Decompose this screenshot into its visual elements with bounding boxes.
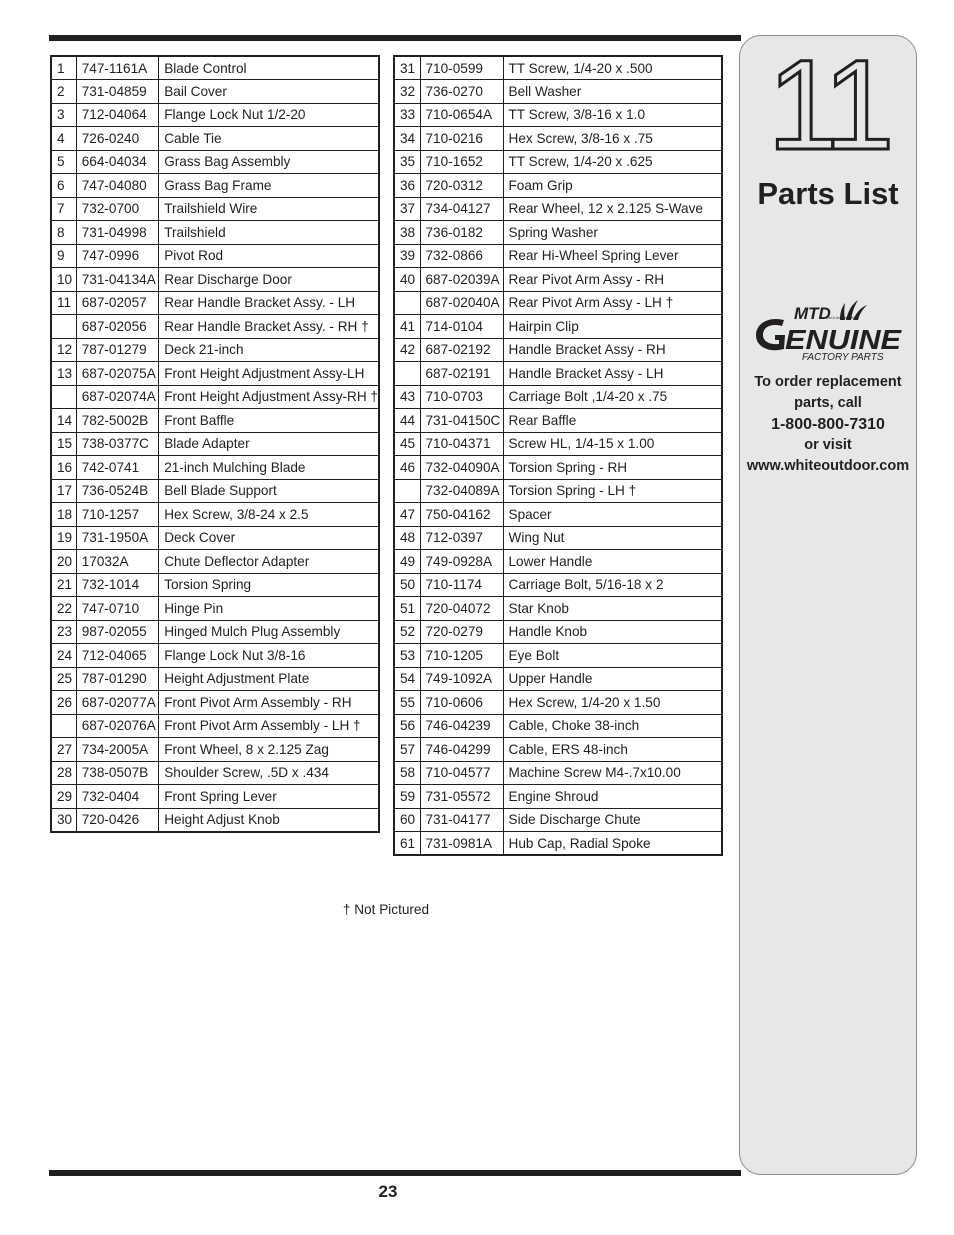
part-number: 731-1950A [76, 526, 158, 550]
table-row [394, 268, 722, 292]
svg-text:ENUINE: ENUINE [785, 324, 903, 355]
ref-number: 31 [394, 56, 420, 80]
part-number: 731-04859 [76, 80, 158, 104]
ref-number: 32 [394, 80, 420, 104]
ref-number: 60 [394, 808, 420, 832]
order-info [740, 372, 916, 477]
chapter-title: Parts List [757, 176, 899, 211]
part-number: 710-1257 [76, 503, 158, 527]
table-row [51, 550, 379, 574]
table-row [51, 808, 379, 832]
table-row [51, 338, 379, 362]
part-number: 687-02074A [76, 385, 158, 409]
ref-number: 50 [394, 573, 420, 597]
ref-number: 19 [51, 526, 76, 550]
part-number: 746-04299 [420, 738, 503, 762]
ref-number: 36 [394, 174, 420, 198]
table-row [394, 714, 722, 738]
part-description: Trailshield Wire [159, 197, 379, 221]
part-number: 747-1161A [76, 56, 158, 80]
part-description: Flange Lock Nut 1/2-20 [159, 103, 379, 127]
table-row [394, 456, 722, 480]
table-row [51, 291, 379, 315]
part-number: 736-0270 [420, 80, 503, 104]
part-number: 687-02040A [420, 291, 503, 315]
part-description: Handle Bracket Assy - RH [503, 338, 722, 362]
not-pictured-note: † Not Pictured [342, 902, 430, 917]
part-description: Deck 21-inch [159, 338, 379, 362]
ref-number: 46 [394, 456, 420, 480]
part-number: 710-1652 [420, 150, 503, 174]
part-description: Hinged Mulch Plug Assembly [159, 620, 379, 644]
parts-table-left [50, 55, 380, 833]
part-number: 714-0104 [420, 315, 503, 339]
table-row [394, 362, 722, 386]
part-number: 712-04064 [76, 103, 158, 127]
part-description: Lower Handle [503, 550, 722, 574]
part-description: Rear Handle Bracket Assy. - LH [159, 291, 379, 315]
table-row [51, 197, 379, 221]
ref-number: 18 [51, 503, 76, 527]
part-number: 731-04150C [420, 409, 503, 433]
part-description: Cable, Choke 38-inch [503, 714, 722, 738]
ref-number [394, 362, 420, 386]
part-number: 736-0182 [420, 221, 503, 245]
part-number: 747-04080 [76, 174, 158, 198]
ref-number [394, 479, 420, 503]
part-number: 738-0377C [76, 432, 158, 456]
part-number: 687-02192 [420, 338, 503, 362]
table-row [51, 174, 379, 198]
ref-number: 59 [394, 785, 420, 809]
table-row [394, 338, 722, 362]
table-row [51, 738, 379, 762]
ref-number: 38 [394, 221, 420, 245]
part-number: 710-0216 [420, 127, 503, 151]
ref-number: 29 [51, 785, 76, 809]
ref-number: 9 [51, 244, 76, 268]
table-row [394, 244, 722, 268]
part-number: 732-04090A [420, 456, 503, 480]
part-number: 731-04998 [76, 221, 158, 245]
ref-number: 25 [51, 667, 76, 691]
part-number: 732-0404 [76, 785, 158, 809]
part-number: 710-04577 [420, 761, 503, 785]
table-row [394, 573, 722, 597]
mtd-genuine-logo [754, 298, 906, 368]
part-description: Upper Handle [503, 667, 722, 691]
ref-number: 30 [51, 808, 76, 832]
table-row [394, 761, 722, 785]
ref-number: 27 [51, 738, 76, 762]
part-description: Side Discharge Chute [503, 808, 722, 832]
part-number: 712-04065 [76, 644, 158, 668]
part-number: 747-0996 [76, 244, 158, 268]
table-row [394, 291, 722, 315]
table-row [51, 667, 379, 691]
part-number: 742-0741 [76, 456, 158, 480]
part-description: Hex Screw, 1/4-20 x 1.50 [503, 691, 722, 715]
part-number: 731-05572 [420, 785, 503, 809]
part-description: Rear Baffle [503, 409, 722, 433]
part-number: 787-01290 [76, 667, 158, 691]
part-description: Bell Washer [503, 80, 722, 104]
part-description: Grass Bag Assembly [159, 150, 379, 174]
ref-number: 53 [394, 644, 420, 668]
part-number: 734-2005A [76, 738, 158, 762]
chapter-number: 11 [767, 34, 889, 177]
table-row [51, 80, 379, 104]
part-number: 17032A [76, 550, 158, 574]
table-row [51, 268, 379, 292]
part-description: Engine Shroud [503, 785, 722, 809]
table-row [394, 150, 722, 174]
part-number: 732-0700 [76, 197, 158, 221]
part-number: 687-02057 [76, 291, 158, 315]
part-description: Handle Bracket Assy - LH [503, 362, 722, 386]
ref-number: 35 [394, 150, 420, 174]
ref-number: 45 [394, 432, 420, 456]
ref-number: 7 [51, 197, 76, 221]
part-number: 687-02191 [420, 362, 503, 386]
part-description: Front Spring Lever [159, 785, 379, 809]
table-row [394, 432, 722, 456]
ref-number: 15 [51, 432, 76, 456]
part-number: 687-02039A [420, 268, 503, 292]
table-row [51, 315, 379, 339]
part-description: Front Baffle [159, 409, 379, 433]
ref-number: 22 [51, 597, 76, 621]
part-number: 710-0606 [420, 691, 503, 715]
ref-number: 23 [51, 620, 76, 644]
table-row [394, 197, 722, 221]
table-row [51, 362, 379, 386]
part-number: 731-0981A [420, 832, 503, 856]
ref-number: 11 [51, 291, 76, 315]
part-number: 710-1174 [420, 573, 503, 597]
part-number: 710-0703 [420, 385, 503, 409]
part-description: Hairpin Clip [503, 315, 722, 339]
table-row [51, 785, 379, 809]
table-row [51, 573, 379, 597]
ref-number: 54 [394, 667, 420, 691]
part-number: 664-04034 [76, 150, 158, 174]
table-row [394, 174, 722, 198]
part-number: 987-02055 [76, 620, 158, 644]
table-row [394, 667, 722, 691]
part-description: Handle Knob [503, 620, 722, 644]
ref-number: 26 [51, 691, 76, 715]
table-row [51, 221, 379, 245]
table-row [51, 691, 379, 715]
table-row [394, 103, 722, 127]
table-row [394, 409, 722, 433]
ref-number [51, 315, 76, 339]
table-row [394, 80, 722, 104]
part-number: 710-0654A [420, 103, 503, 127]
ref-number: 14 [51, 409, 76, 433]
table-row [394, 832, 722, 856]
ref-number: 1 [51, 56, 76, 80]
part-number: 712-0397 [420, 526, 503, 550]
table-row [51, 150, 379, 174]
part-description: Blade Control [159, 56, 379, 80]
ref-number: 34 [394, 127, 420, 151]
part-number: 736-0524B [76, 479, 158, 503]
part-number: 782-5002B [76, 409, 158, 433]
part-number: 720-04072 [420, 597, 503, 621]
ref-number: 43 [394, 385, 420, 409]
ref-number: 12 [51, 338, 76, 362]
order-line-2: parts, call [794, 395, 862, 411]
part-number: 687-02076A [76, 714, 158, 738]
ref-number: 16 [51, 456, 76, 480]
ref-number: 21 [51, 573, 76, 597]
bottom-rule [49, 1170, 741, 1176]
table-row [51, 479, 379, 503]
part-description: Bail Cover [159, 80, 379, 104]
order-web: www.whiteoutdoor.com [746, 458, 910, 474]
part-number: 720-0279 [420, 620, 503, 644]
part-description: Torsion Spring - RH [503, 456, 722, 480]
table-row [51, 714, 379, 738]
table-row [51, 503, 379, 527]
logo-sub: FACTORY PARTS [802, 352, 884, 363]
part-description: Spacer [503, 503, 722, 527]
part-description: Chute Deflector Adapter [159, 550, 379, 574]
part-number: 746-04239 [420, 714, 503, 738]
part-description: Carriage Bolt, 5/16-18 x 2 [503, 573, 722, 597]
part-description: Rear Handle Bracket Assy. - RH † [159, 315, 379, 339]
part-number: 710-0599 [420, 56, 503, 80]
part-number: 710-04371 [420, 432, 503, 456]
table-row [394, 315, 722, 339]
part-number: 720-0312 [420, 174, 503, 198]
part-description: TT Screw, 3/8-16 x 1.0 [503, 103, 722, 127]
ref-number: 13 [51, 362, 76, 386]
part-number: 738-0507B [76, 761, 158, 785]
part-number: 687-02077A [76, 691, 158, 715]
page-number: 23 [378, 1182, 398, 1201]
part-description: Front Height Adjustment Assy-LH [159, 362, 379, 386]
order-line-1: To order replacement [754, 374, 902, 390]
part-description: Pivot Rod [159, 244, 379, 268]
part-number: 787-01279 [76, 338, 158, 362]
part-description: Torsion Spring - LH † [503, 479, 722, 503]
part-number: 734-04127 [420, 197, 503, 221]
part-description: Hex Screw, 3/8-16 x .75 [503, 127, 722, 151]
ref-number: 51 [394, 597, 420, 621]
ref-number: 5 [51, 150, 76, 174]
part-description: Flange Lock Nut 3/8-16 [159, 644, 379, 668]
table-row [51, 761, 379, 785]
part-number: 731-04134A [76, 268, 158, 292]
table-row [51, 456, 379, 480]
part-description: Hinge Pin [159, 597, 379, 621]
part-description: Hub Cap, Radial Spoke [503, 832, 722, 856]
ref-number: 57 [394, 738, 420, 762]
part-description: Front Height Adjustment Assy-RH † [159, 385, 379, 409]
table-row [51, 620, 379, 644]
table-row [51, 103, 379, 127]
part-description: Rear Discharge Door [159, 268, 379, 292]
table-row [51, 409, 379, 433]
part-description: Torsion Spring [159, 573, 379, 597]
ref-number: 47 [394, 503, 420, 527]
ref-number: 28 [51, 761, 76, 785]
table-row [394, 56, 722, 80]
part-number: 687-02056 [76, 315, 158, 339]
part-description: Height Adjustment Plate [159, 667, 379, 691]
ref-number: 6 [51, 174, 76, 198]
table-row [51, 597, 379, 621]
part-description: Blade Adapter [159, 432, 379, 456]
part-description: Bell Blade Support [159, 479, 379, 503]
order-phone: 1-800-800-7310 [771, 416, 885, 433]
table-row [51, 244, 379, 268]
parts-table-right [393, 55, 723, 856]
part-description: Front Wheel, 8 x 2.125 Zag [159, 738, 379, 762]
table-row [394, 526, 722, 550]
ref-number: 17 [51, 479, 76, 503]
part-description: Spring Washer [503, 221, 722, 245]
table-row [394, 550, 722, 574]
part-description: Star Knob [503, 597, 722, 621]
table-row [394, 620, 722, 644]
table-row [394, 644, 722, 668]
table-row [51, 56, 379, 80]
ref-number: 48 [394, 526, 420, 550]
part-description: Height Adjust Knob [159, 808, 379, 832]
table-row [51, 644, 379, 668]
part-number: 732-1014 [76, 573, 158, 597]
ref-number: 3 [51, 103, 76, 127]
part-description: Cable, ERS 48-inch [503, 738, 722, 762]
table-row [394, 691, 722, 715]
ref-number: 40 [394, 268, 420, 292]
table-row [394, 385, 722, 409]
part-description: Rear Pivot Arm Assy - RH [503, 268, 722, 292]
table-row [51, 526, 379, 550]
part-description: TT Screw, 1/4-20 x .500 [503, 56, 722, 80]
ref-number: 2 [51, 80, 76, 104]
table-row [394, 127, 722, 151]
part-description: Foam Grip [503, 174, 722, 198]
part-description: Front Pivot Arm Assembly - LH † [159, 714, 379, 738]
table-row [394, 221, 722, 245]
part-number: 720-0426 [76, 808, 158, 832]
ref-number: 20 [51, 550, 76, 574]
logo-tagline: Get A Growing World [826, 316, 859, 320]
ref-number: 8 [51, 221, 76, 245]
part-description: Shoulder Screw, .5D x .434 [159, 761, 379, 785]
ref-number: 55 [394, 691, 420, 715]
table-row [394, 503, 722, 527]
ref-number: 44 [394, 409, 420, 433]
logo-brand: MTD [794, 304, 831, 323]
part-description: Rear Pivot Arm Assy - LH † [503, 291, 722, 315]
part-description: Machine Screw M4-.7x10.00 [503, 761, 722, 785]
part-number: 749-1092A [420, 667, 503, 691]
table-row [51, 385, 379, 409]
table-row [394, 597, 722, 621]
ref-number: 42 [394, 338, 420, 362]
ref-number: 52 [394, 620, 420, 644]
ref-number: 49 [394, 550, 420, 574]
part-description: Grass Bag Frame [159, 174, 379, 198]
ref-number: 61 [394, 832, 420, 856]
part-description: Cable Tie [159, 127, 379, 151]
part-description: Front Pivot Arm Assembly - RH [159, 691, 379, 715]
table-row [394, 738, 722, 762]
ref-number: 56 [394, 714, 420, 738]
part-description: Hex Screw, 3/8-24 x 2.5 [159, 503, 379, 527]
ref-number [51, 714, 76, 738]
part-description: Screw HL, 1/4-15 x 1.00 [503, 432, 722, 456]
ref-number: 24 [51, 644, 76, 668]
ref-number [394, 291, 420, 315]
part-number: 749-0928A [420, 550, 503, 574]
table-row [51, 432, 379, 456]
part-description: Deck Cover [159, 526, 379, 550]
part-number: 726-0240 [76, 127, 158, 151]
part-number: 732-04089A [420, 479, 503, 503]
ref-number: 10 [51, 268, 76, 292]
table-row [51, 127, 379, 151]
part-description: Wing Nut [503, 526, 722, 550]
part-number: 750-04162 [420, 503, 503, 527]
part-description: Rear Wheel, 12 x 2.125 S-Wave [503, 197, 722, 221]
ref-number: 33 [394, 103, 420, 127]
chapter-tab [739, 35, 917, 1175]
part-number: 731-04177 [420, 808, 503, 832]
part-description: Trailshield [159, 221, 379, 245]
ref-number: 39 [394, 244, 420, 268]
ref-number: 37 [394, 197, 420, 221]
part-description: Eye Bolt [503, 644, 722, 668]
ref-number: 4 [51, 127, 76, 151]
table-row [394, 479, 722, 503]
part-number: 732-0866 [420, 244, 503, 268]
order-line-3: or visit [804, 437, 852, 453]
ref-number [51, 385, 76, 409]
table-row [394, 785, 722, 809]
ref-number: 58 [394, 761, 420, 785]
part-description: TT Screw, 1/4-20 x .625 [503, 150, 722, 174]
top-rule [49, 35, 741, 41]
part-description: 21-inch Mulching Blade [159, 456, 379, 480]
ref-number: 41 [394, 315, 420, 339]
table-row [394, 808, 722, 832]
part-description: Carriage Bolt ,1/4-20 x .75 [503, 385, 722, 409]
part-number: 710-1205 [420, 644, 503, 668]
part-number: 687-02075A [76, 362, 158, 386]
part-description: Rear Hi-Wheel Spring Lever [503, 244, 722, 268]
part-number: 747-0710 [76, 597, 158, 621]
